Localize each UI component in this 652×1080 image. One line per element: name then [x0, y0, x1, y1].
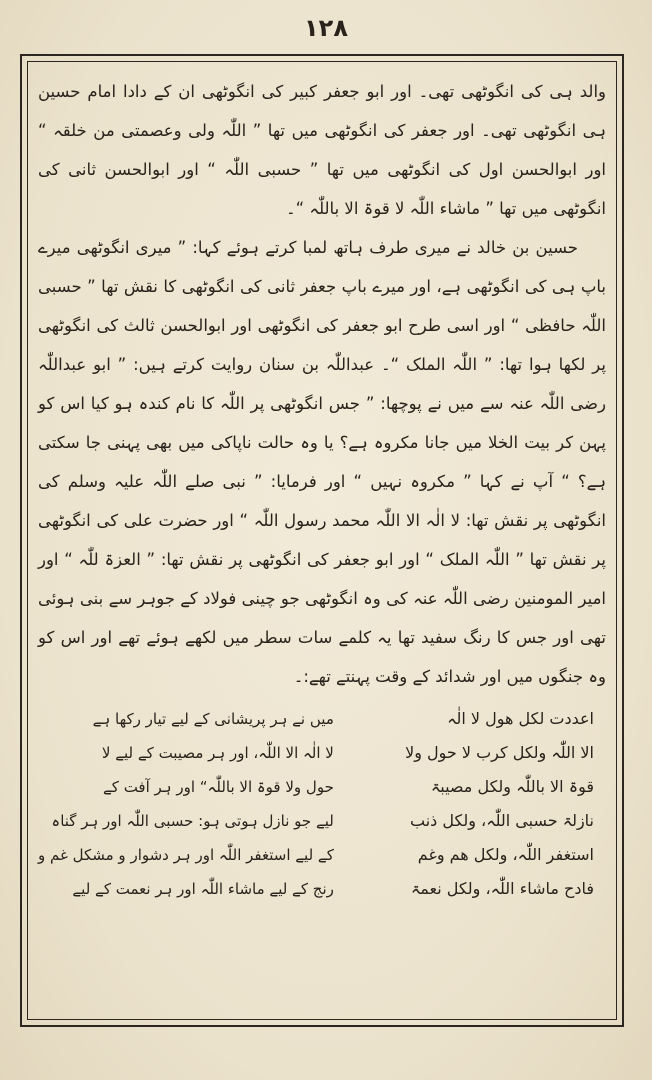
verse-arabic: قوۃ الا باللّٰہ ولکل مصیبۃ — [430, 777, 594, 796]
verse-urdu: میں نے ہر پریشانی کے لیے تیار رکھا ہے — [92, 710, 334, 728]
verse-urdu: حول ولا قوۃ الا باللّٰہ“ اور ہر آفت کے — [103, 778, 334, 796]
body-text — [38, 72, 606, 696]
verse-arabic: نازلۃ حسبی اللّٰہ، ولکل ذنب — [410, 811, 594, 830]
verse-table — [38, 702, 606, 906]
verse-arabic: اعددت لکل ھول لا الٰہ — [447, 709, 594, 728]
verse-urdu: لیے جو نازل ہوتی ہو: حسبی اللّٰہ اور ہر گناہ — [51, 812, 334, 830]
verse-arabic: الا اللّٰہ ولکل کرب لا حول ولا — [405, 743, 594, 762]
verse-urdu: کے لیے استغفر اللّٰہ اور ہر دشوار و مشکل غم و — [38, 846, 334, 864]
verse-urdu: رنج کے لیے ماشاء اللّٰہ اور ہر نعمت کے لیے — [72, 880, 334, 898]
paragraph-2: حسین بن خالد نے میری طرف ہاتھ لمبا کرتے ہوئے کہا: ” میری انگوٹھی میرے باپ ہی کی انگوٹھی ہے، اور میرے باپ جعفر ثانی کی انگوٹھی کا نقش تھا ” حسبی اللّٰہ حافظی “ اور اسی طرح ابو جعفر کی انگوٹھی اور ابوالحسن ثالث کی انگوٹھی پر لکھا ہوا تھا: ” اللّٰہ الملک “۔ عبداللّٰہ بن سنان روایت کرتے ہیں: ” ابو عبداللّٰہ رضی اللّٰہ عنہ سے میں نے پوچھا: ” جس انگوٹھی پر اللّٰہ کا نام کندہ ہو کیا اس کو پہن کر بیت الخلا میں جانا مکروہ ہے؟ یا وہ حالت ناپاکی میں بھی پہنی جا سکتی ہے؟ “ آپ نے کہا ” مکروہ نہیں “ اور فرمایا: ” نبی صلے اللّٰہ علیہ وسلم کی انگوٹھی پر نقش تھا: لا الٰہ الا اللّٰہ محمد رسول اللّٰہ “ اور حضرت علی کی انگوٹھی پر نقش تھا ” اللّٰہ الملک “ اور ابو جعفر کی انگوٹھی پر نقش تھا: ” العزۃ للّٰہ “ اور امیر المومنین رضی اللّٰہ عنہ کی وہ انگوٹھی جو چینی فولاد کے جوہر سے بنی ہوئی تھی اور جس کا رنگ سفید تھا یہ کلمے سات سطر میں لکھے ہوئے تھے اور اس کو وہ جنگوں میں اور شدائد کے وقت پہنتے تھے:۔ — [38, 238, 606, 686]
paragraph-1: والد ہی کی انگوٹھی تھی۔ اور ابو جعفر کبیر کی انگوٹھی ان کے دادا امام حسین ہی انگوٹھی تھی۔ اور جعفر کی انگوٹھی میں تھا ” اللّٰہ ولی وعصمتی من خلقہ “ اور ابوالحسن اول کی انگوٹھی میں تھا ” حسبی اللّٰہ “ اور ابوالحسن ثانی کی انگوٹھی میں تھا ” ماشاء اللّٰہ لا قوۃ الا باللّٰہ “۔ — [38, 82, 606, 218]
page-number: ۱۲۸ — [304, 14, 348, 42]
verse-urdu: لا الٰہ الا اللّٰہ، اور ہر مصیبت کے لیے لا — [101, 744, 334, 762]
verse-arabic: فادح ماشاء اللّٰہ، ولکل نعمۃ — [410, 879, 594, 898]
verse-arabic: استغفر اللّٰہ، ولکل ھم وغم — [417, 845, 594, 864]
text-frame — [27, 61, 617, 1020]
